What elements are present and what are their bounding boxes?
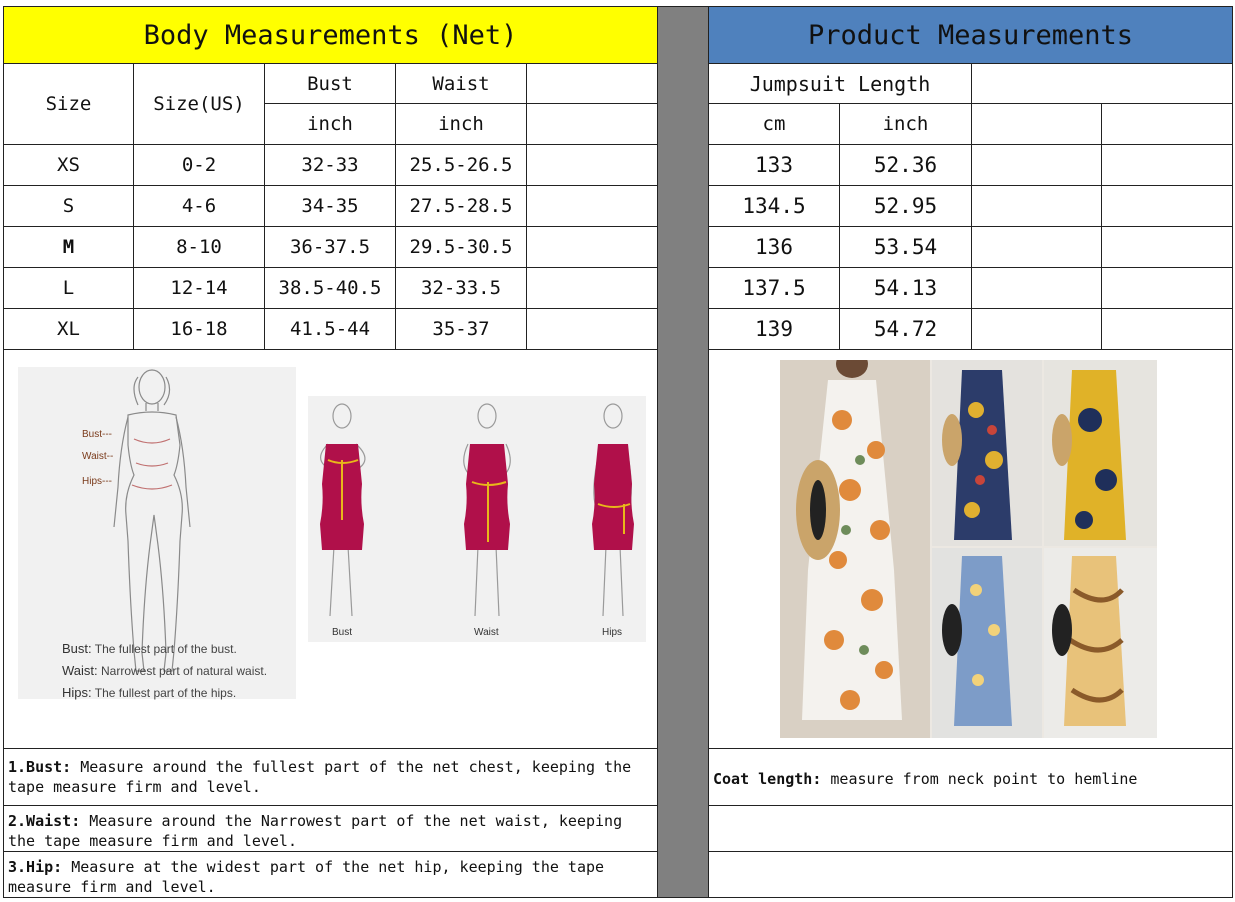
dress-measure-icon — [308, 396, 646, 642]
product-note — [708, 748, 1233, 806]
header-empty — [526, 63, 658, 104]
dress-hips-label: Hips — [602, 627, 623, 638]
table-cell-size: L — [3, 267, 134, 309]
table-cell-waist: 35-37 — [395, 308, 527, 350]
table-cell-bust: 41.5-44 — [264, 308, 396, 350]
product-table-title — [708, 6, 1233, 64]
header-size-us: Size(US) — [133, 63, 265, 145]
table-cell-inch: 53.54 — [839, 226, 972, 268]
header-empty — [971, 63, 1233, 104]
bust-caption-desc: The fullest part of the bust. — [94, 642, 237, 656]
table-cell-cm: 134.5 — [708, 185, 840, 227]
table-cell-bust: 34-35 — [264, 185, 396, 227]
table-cell-empty — [526, 185, 658, 227]
dress-bust-label: Bust — [332, 627, 353, 638]
note-waist-term: 2.Waist: — [8, 812, 81, 830]
table-cell-empty — [971, 308, 1102, 350]
table-cell-empty — [1101, 308, 1233, 350]
bust-caption — [62, 641, 237, 656]
table-cell-waist: 27.5-28.5 — [395, 185, 527, 227]
table-cell-empty — [526, 308, 658, 350]
waist-caption — [62, 663, 267, 678]
header-unit-inch: inch — [839, 103, 972, 145]
table-cell-size-us: 8-10 — [133, 226, 265, 268]
table-cell-empty — [526, 226, 658, 268]
note-bust — [3, 748, 658, 806]
column-divider — [657, 6, 709, 898]
table-cell-cm: 136 — [708, 226, 840, 268]
note-bust-text: Measure around the fullest part of the net chest, keeping the tape measure firm and level. — [8, 758, 632, 796]
table-cell-size-us: 12-14 — [133, 267, 265, 309]
table-cell-empty — [1101, 144, 1233, 186]
bust-caption-term: Bust: — [62, 641, 92, 656]
table-cell-empty — [526, 267, 658, 309]
empty-note-row — [708, 805, 1233, 852]
table-cell-empty — [1101, 185, 1233, 227]
product-photo — [780, 360, 1157, 738]
table-cell-size-us: 4-6 — [133, 185, 265, 227]
measurement-figure-panel — [3, 349, 658, 749]
waist-label: Waist-- — [82, 451, 114, 462]
header-empty — [526, 103, 658, 145]
body-table-title-text: Body Measurements (Net) — [143, 19, 518, 51]
table-cell-inch: 54.13 — [839, 267, 972, 309]
table-cell-cm: 137.5 — [708, 267, 840, 309]
product-photo-panel — [708, 349, 1233, 749]
table-cell-waist: 29.5-30.5 — [395, 226, 527, 268]
table-cell-size-us: 16-18 — [133, 308, 265, 350]
table-cell-cm: 139 — [708, 308, 840, 350]
table-cell-empty — [1101, 226, 1233, 268]
note-hip-text: Measure at the widest part of the net hip, keeping the tape measure firm and level. — [8, 858, 605, 896]
empty-note-row — [708, 851, 1233, 898]
table-cell-size: XL — [3, 308, 134, 350]
table-cell-empty — [1101, 267, 1233, 309]
table-cell-inch: 54.72 — [839, 308, 972, 350]
note-hip-term: 3.Hip: — [8, 858, 63, 876]
product-table-title-text: Product Measurements — [807, 19, 1134, 51]
table-cell-waist: 25.5-26.5 — [395, 144, 527, 186]
table-cell-bust: 38.5-40.5 — [264, 267, 396, 309]
hips-caption-term: Hips: — [62, 685, 92, 700]
table-cell-cm: 133 — [708, 144, 840, 186]
header-empty — [971, 103, 1102, 145]
table-cell-size: M — [3, 226, 134, 268]
table-cell-empty — [971, 144, 1102, 186]
table-cell-bust: 36-37.5 — [264, 226, 396, 268]
table-cell-empty — [971, 267, 1102, 309]
header-bust: Bust — [264, 63, 396, 104]
table-cell-inch: 52.36 — [839, 144, 972, 186]
table-cell-size: S — [3, 185, 134, 227]
dress-waist-label: Waist — [474, 627, 499, 638]
hips-caption — [62, 685, 236, 700]
bust-label: Bust--- — [82, 429, 112, 440]
table-cell-bust: 32-33 — [264, 144, 396, 186]
waist-caption-desc: Narrowest part of natural waist. — [100, 664, 268, 678]
body-sketch-figure — [18, 367, 296, 699]
table-cell-waist: 32-33.5 — [395, 267, 527, 309]
header-unit-cm: cm — [708, 103, 840, 145]
table-cell-empty — [526, 144, 658, 186]
hips-label: Hips--- — [82, 476, 112, 487]
product-note-text: measure from neck point to hemline — [821, 770, 1138, 788]
dress-figures — [308, 396, 646, 642]
header-waist-unit: inch — [395, 103, 527, 145]
waist-caption-term: Waist: — [62, 663, 98, 678]
header-empty — [1101, 103, 1233, 145]
table-cell-size: XS — [3, 144, 134, 186]
note-waist — [3, 805, 658, 852]
table-cell-size-us: 0-2 — [133, 144, 265, 186]
table-cell-empty — [971, 185, 1102, 227]
header-size: Size — [3, 63, 134, 145]
header-waist: Waist — [395, 63, 527, 104]
table-cell-empty — [971, 226, 1102, 268]
header-jumpsuit-length: Jumpsuit Length — [708, 63, 972, 104]
header-bust-unit: inch — [264, 103, 396, 145]
note-waist-text: Measure around the Narrowest part of the net waist, keeping the tape measure firm and level. — [8, 812, 623, 850]
note-hip — [3, 851, 658, 898]
product-note-term: Coat length: — [713, 770, 822, 788]
body-table-title — [3, 6, 658, 64]
note-bust-term: 1.Bust: — [8, 758, 72, 776]
table-cell-inch: 52.95 — [839, 185, 972, 227]
hips-caption-desc: The fullest part of the hips. — [94, 686, 237, 700]
